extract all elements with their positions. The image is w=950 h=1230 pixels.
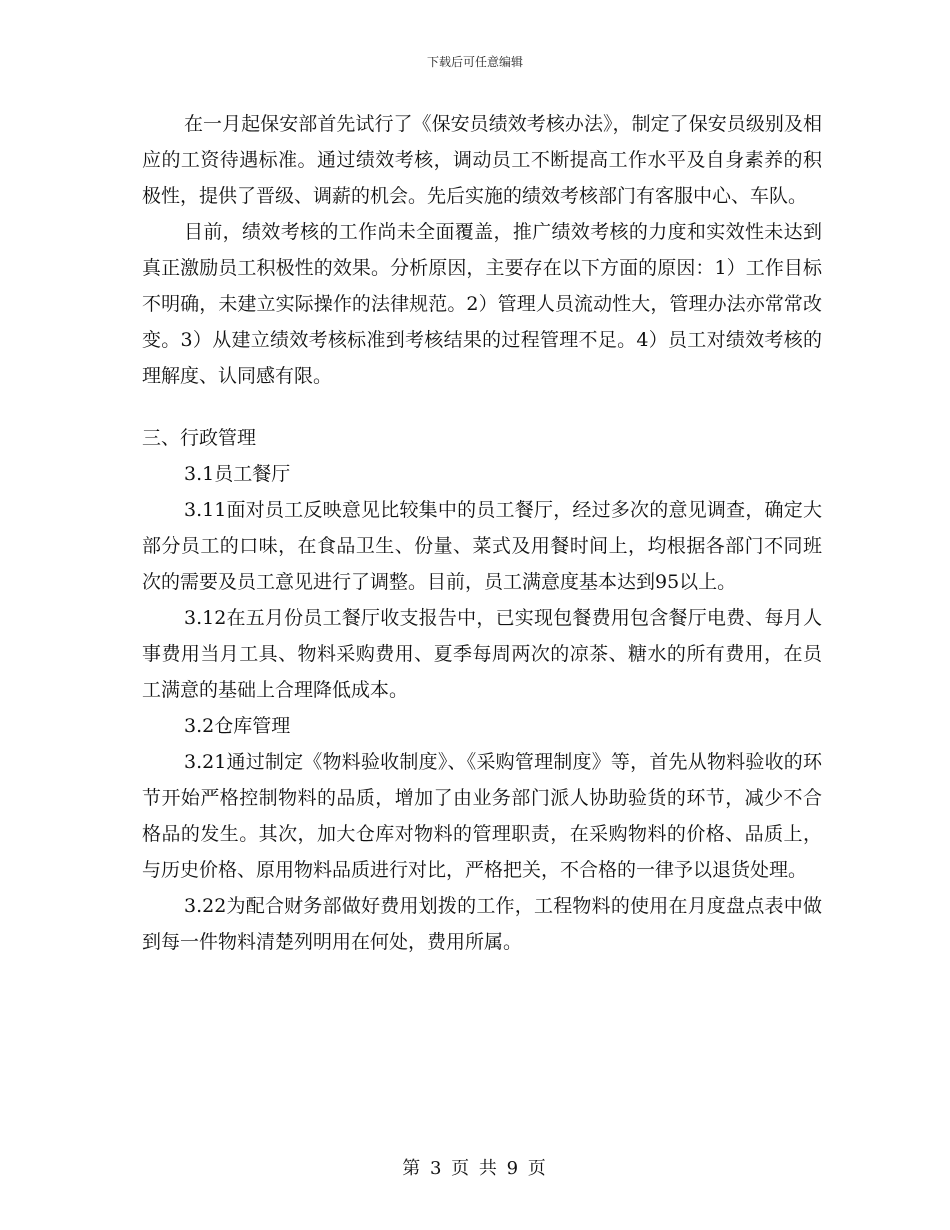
paragraph-warehouse-control: 3.21通过制定《物料验收制度》、《采购管理制度》等，首先从物料验收的环节开始严格控制物料的品质，增加了由业务部门派人协助验货的环节，减少不合格品的发生。其次，加大仓库对物料的管理职责，在采购物料的价格、品质上，与历史价格、原用物料品质进行对比，严格把关，不合格的一律予以退货处理。 bbox=[142, 751, 822, 881]
paragraph-canteen-cost: 3.12在五月份员工餐厅收支报告中，已实现包餐费用包含餐厅电费、每月人事费用当月工具、物料采购费用、夏季每周两次的凉茶、糖水的所有费用，在员工满意的基础上合理降低成本。 bbox=[142, 607, 822, 701]
subheading-warehouse: 3.2仓库管理 bbox=[184, 715, 291, 737]
page-number: 第 3 页 共 9 页 bbox=[402, 1158, 548, 1179]
paragraph-canteen-survey: 3.11面对员工反映意见比较集中的员工餐厅，经过多次的意见调查，确定大部分员工的口味，在食品卫生、份量、菜式及用餐时间上，均根据各部门不同班次的需要及员工意见进行了调整。目前，员工满意度基本达到95以上。 bbox=[142, 499, 822, 593]
subheading-canteen: 3.1员工餐厅 bbox=[184, 463, 291, 485]
paragraph-performance-issues: 目前，绩效考核的工作尚未全面覆盖，推广绩效考核的力度和实效性未达到真正激励员工积极性的效果。分析原因，主要存在以下方面的原因：1）工作目标不明确，未建立实际操作的法律规范。2）管理人员流动性大，管理办法亦常常改变。3）从建立绩效考核标准到考核结果的过程管理不足。4）员工对绩效考核的理解度、认同感有限。 bbox=[142, 221, 822, 387]
document-body bbox=[142, 106, 822, 960]
paragraph-performance-trial: 在一月起保安部首先试行了《保安员绩效考核办法》，制定了保安员级别及相应的工资待遇标准。通过绩效考核，调动员工不断提高工作水平及自身素养的积极性，提供了晋级、调薪的机会。先后实施的绩效考核部门有客服中心、车队。 bbox=[142, 113, 822, 207]
paragraph-warehouse-inventory: 3.22为配合财务部做好费用划拨的工作，工程物料的使用在月度盘点表中做到每一件物料清楚列明用在何处，费用所属。 bbox=[142, 895, 822, 953]
page-header: 下载后可任意编辑 bbox=[426, 55, 523, 69]
section-heading-admin: 三、行政管理 bbox=[142, 427, 257, 449]
